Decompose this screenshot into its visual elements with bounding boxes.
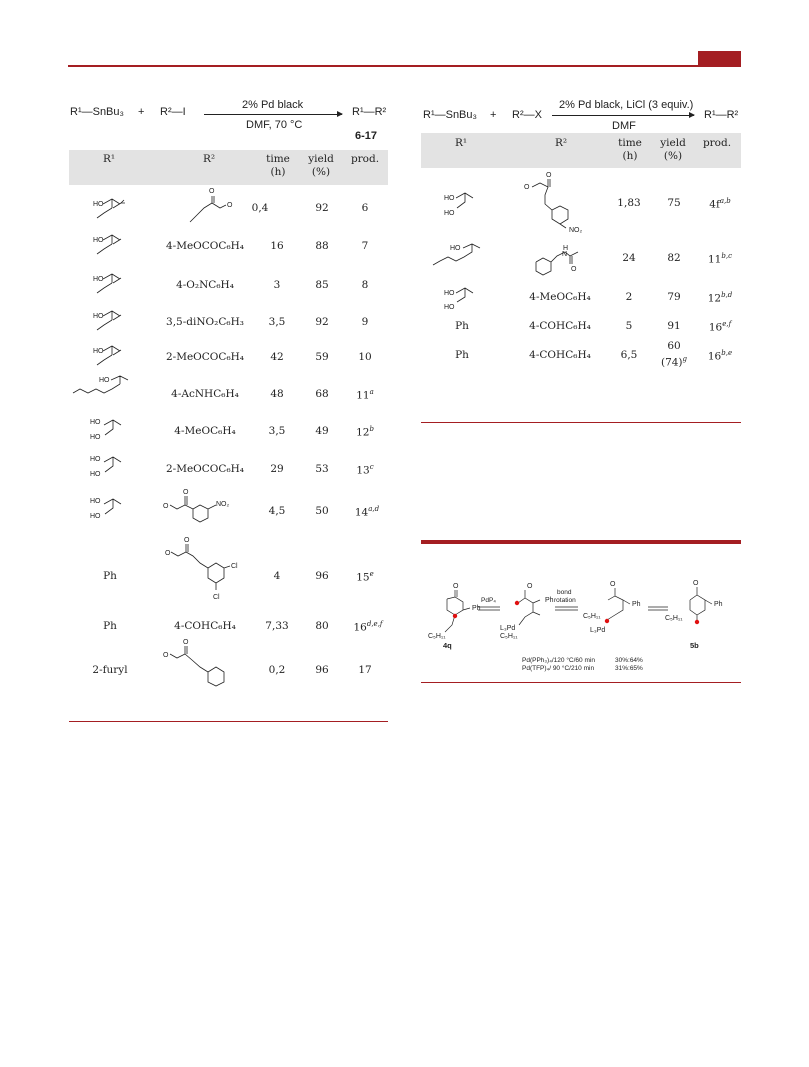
right-col-time: time (h) (618, 137, 642, 162)
svg-text:O: O (546, 172, 552, 179)
table-cell-r2: 2-MeOCOC₆H₄ (165, 351, 245, 363)
table-cell-prod: 14$^{a,d}$ (354, 505, 380, 519)
svg-text:N: N (562, 251, 568, 258)
table-cell-r2: 4-AcNHC₆H₄ (171, 388, 239, 400)
table-cell-prod: 7 (361, 240, 369, 252)
ratio-2: 31%:65% (615, 665, 643, 672)
table-cell-prod: 10 (358, 351, 372, 363)
svg-text:NO₂: NO₂ (216, 501, 230, 508)
table-cell-prod: 12$^{b,d}$ (707, 291, 733, 305)
svg-text:HO: HO (93, 276, 104, 283)
table-cell-time: 0,2 (268, 664, 286, 676)
table-cell-r2: 4-MeOC₆H₄ (529, 291, 591, 303)
arrow-label-pdp4: PdP₄ (481, 597, 496, 604)
table-cell-time: 1,83 (617, 197, 641, 209)
svg-text:HO: HO (90, 434, 101, 441)
svg-text:HO: HO (444, 210, 455, 217)
table-cell-r1: Ph (103, 570, 117, 582)
svg-text:O: O (527, 583, 533, 590)
compound-label-5b: 5b (690, 641, 699, 650)
table-cell-time: 24 (622, 252, 636, 264)
table-cell-r2: 4-COHC₆H₄ (529, 349, 591, 361)
table-cell-prod: 15e (356, 570, 374, 584)
table-cell-time: 16 (270, 240, 284, 252)
table-cell-yield: 60 (667, 340, 681, 352)
svg-text:L₃Pd: L₃Pd (590, 627, 606, 634)
svg-text:HO: HO (90, 471, 101, 478)
svg-text:C₅H₁₁: C₅H₁₁ (428, 633, 446, 640)
svg-text:O: O (183, 639, 189, 646)
svg-text:O: O (163, 503, 169, 510)
table-cell-time: 3,5 (268, 316, 286, 328)
table-cell-r1: Ph (455, 349, 469, 361)
table-cell-yield: 75 (667, 197, 681, 209)
table-cell-yield: 88 (315, 240, 329, 252)
table-cell-r1: Ph (455, 320, 469, 332)
svg-text:HO: HO (93, 348, 104, 355)
table-cell-prod: 11$^{b,c}$ (707, 252, 732, 266)
right-reagent-2: R²—X (512, 109, 542, 121)
svg-text:HO: HO (90, 419, 101, 426)
table-cell-yield: 96 (315, 664, 329, 676)
svg-text:Cl: Cl (231, 563, 238, 570)
table-cell-yield: 92 (315, 316, 329, 328)
table-cell-time: 3 (273, 279, 281, 291)
svg-text:O: O (453, 583, 459, 590)
scheme-bottom-rule (421, 682, 741, 683)
table-cell-prod: 17 (358, 664, 372, 676)
svg-text:O: O (610, 581, 616, 588)
left-arrow-above: 2% Pd black (242, 99, 304, 111)
right-col-r1: R¹ (454, 137, 468, 149)
table-cell-time: 7,33 (265, 620, 289, 632)
table-cell-yield: 85 (315, 279, 329, 291)
svg-text:O: O (209, 188, 215, 195)
svg-text:NO₂: NO₂ (569, 227, 583, 234)
table-cell-r2: 4-O₂NC₆H₄ (176, 279, 234, 291)
right-product: R¹—R² (704, 109, 739, 121)
table-cell-prod: 12$^b$ (356, 425, 374, 439)
table-cell-prod: 16$^{e,f}$ (708, 320, 732, 334)
table-cell-time: 0,4 (251, 202, 269, 214)
left-col-prod: prod. (350, 153, 380, 165)
table-cell-r2: 4-COHC₆H₄ (529, 320, 591, 332)
arrow-label-bond: bond (557, 589, 572, 596)
table-cell-r1: Ph (103, 620, 117, 632)
table-cell-time: 48 (270, 388, 284, 400)
svg-text:HO: HO (90, 513, 101, 520)
table-cell-time: 6,5 (620, 349, 638, 361)
table-cell-time: 2 (625, 291, 633, 303)
right-col-r2: R² (554, 137, 568, 149)
svg-text:Ph: Ph (472, 605, 481, 612)
table-cell-time: 4,5 (268, 505, 286, 517)
svg-text:HO: HO (450, 245, 461, 252)
svg-text:Cl: Cl (213, 594, 220, 601)
svg-text:C₅H₁₁: C₅H₁₁ (665, 615, 683, 622)
table-cell-prod: $4f^{a,b}$ (709, 197, 731, 211)
left-col-r1: R¹ (102, 153, 116, 165)
table-cell-r2: 2-MeOCOC₆H₄ (165, 463, 245, 475)
right-col-prod: prod. (702, 137, 732, 149)
left-product-range: 6-17 (355, 130, 378, 142)
table-cell-time: 3,5 (268, 425, 286, 437)
right-col-yield: yield (%) (660, 137, 686, 162)
left-plus: + (138, 106, 145, 118)
svg-text:O: O (183, 489, 189, 496)
right-plus: + (490, 109, 497, 121)
svg-text:L₃Pd: L₃Pd (500, 625, 516, 632)
svg-text:HO: HO (93, 313, 104, 320)
svg-text:O: O (184, 537, 190, 544)
table-cell-yield: 49 (315, 425, 329, 437)
left-product: R¹—R² (352, 106, 387, 118)
left-arrow-below: DMF, 70 °C (246, 119, 303, 131)
svg-text:Ph: Ph (632, 601, 641, 608)
table-cell-yield-secondary: $(74)^g$ (660, 355, 688, 369)
table-cell-prod: 16$^{d,e,f}$ (353, 620, 383, 634)
svg-text:HO: HO (444, 304, 455, 311)
table-cell-prod: 8 (361, 279, 369, 291)
left-col-yield: yield (%) (308, 153, 334, 178)
table-cell-yield: 82 (667, 252, 681, 264)
table-cell-time: 5 (625, 320, 633, 332)
svg-text:C₅H₁₁: C₅H₁₁ (500, 633, 518, 640)
table-cell-time: 42 (270, 351, 284, 363)
table-cell-yield: 59 (315, 351, 329, 363)
svg-text:O: O (227, 202, 233, 209)
svg-text:HO: HO (444, 290, 455, 297)
table-cell-prod: 13$^c$ (356, 463, 374, 477)
svg-text:C₅H₁₁: C₅H₁₁ (583, 613, 601, 620)
table-cell-yield: 91 (667, 320, 681, 332)
right-arrow-below: DMF (612, 120, 636, 132)
svg-text:HO: HO (99, 377, 110, 384)
table-cell-time: 4 (273, 570, 281, 582)
svg-text:HO: HO (90, 498, 101, 505)
left-reagent-1: R¹—SnBu₃ (70, 106, 124, 118)
svg-text:Ph: Ph (714, 601, 723, 608)
table-cell-r2: 4-COHC₆H₄ (174, 620, 236, 632)
left-col-time: time (h) (266, 153, 290, 178)
svg-text:O: O (165, 550, 171, 557)
table-cell-r2: 4-MeOC₆H₄ (174, 425, 236, 437)
svg-text:O: O (693, 580, 699, 587)
table-cell-time: 29 (270, 463, 284, 475)
table-cell-r1: 2-furyl (92, 664, 128, 676)
table-cell-yield: 96 (315, 570, 329, 582)
table-cell-prod: 9 (361, 316, 369, 328)
table-cell-prod: 6 (361, 202, 369, 214)
left-reagent-2: R²—I (160, 106, 186, 118)
right-arrow-above: 2% Pd black, LiCl (3 equiv.) (559, 99, 694, 111)
svg-text:HO: HO (93, 237, 104, 244)
ratio-1: 30%:64% (615, 657, 643, 664)
svg-text:O: O (571, 266, 577, 273)
condition-1: Pd(PPh₃)₄/120 °C/60 min (522, 657, 595, 664)
table-cell-r2: 3,5-diNO₂C₆H₃ (166, 316, 244, 328)
table-cell-prod: 11$^a$ (356, 388, 374, 402)
table-cell-yield: 92 (315, 202, 329, 214)
table-cell-r2: 4-MeOCOC₆H₄ (165, 240, 245, 252)
svg-text:O: O (163, 652, 169, 659)
svg-text:O: O (524, 184, 530, 191)
left-col-r2: R² (202, 153, 216, 165)
svg-text:HO: HO (93, 201, 104, 208)
table-cell-prod: 16$^{b,e}$ (707, 349, 733, 363)
table-cell-yield: 79 (667, 291, 681, 303)
svg-text:HO: HO (90, 456, 101, 463)
svg-text:Ph: Ph (545, 597, 554, 604)
arrow-label-rotation: rotation (554, 597, 576, 604)
table-cell-yield: 50 (315, 505, 329, 517)
svg-text:HO: HO (444, 195, 455, 202)
table-cell-yield: 68 (315, 388, 329, 400)
compound-label-4q: 4q (443, 641, 452, 650)
condition-2: Pd(TFP)₄/ 90 °C/210 min (522, 665, 595, 672)
right-reagent-1: R¹—SnBu₃ (423, 109, 477, 121)
svg-text:H: H (563, 245, 569, 252)
table-cell-yield: 80 (315, 620, 329, 632)
table-cell-yield: 53 (315, 463, 329, 475)
